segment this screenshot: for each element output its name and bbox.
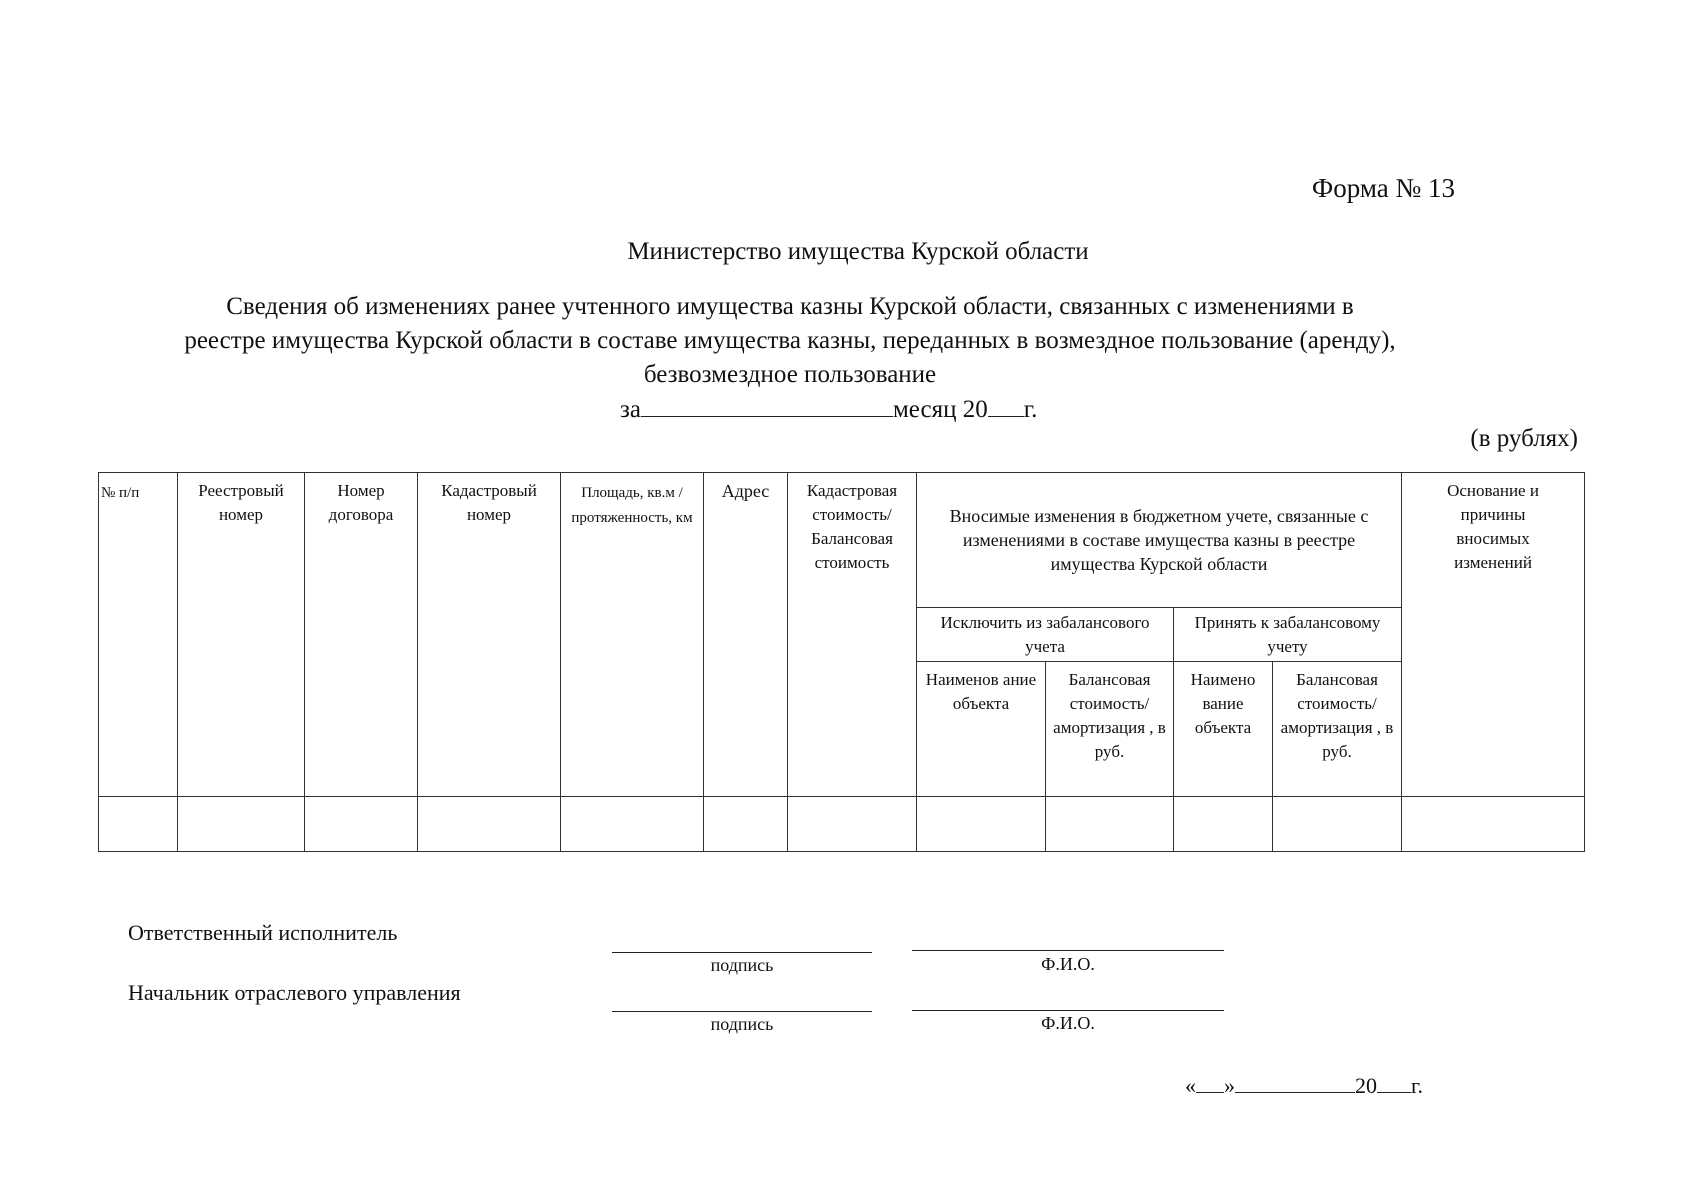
period-prefix: за (620, 396, 641, 423)
name-line[interactable] (912, 950, 1224, 951)
responsible-executor-label: Ответственный исполнитель (128, 920, 398, 945)
title-line-3: безвозмездное пользование (643, 361, 937, 388)
table-cell[interactable] (418, 797, 561, 852)
header-registry: Реестровый номер (178, 473, 305, 797)
header-num: № п/п (99, 473, 178, 797)
signature-line[interactable] (612, 952, 872, 953)
header-reason: Основание и причины вносимых изменений (1402, 473, 1585, 797)
ministry-name: Министерство имущества Курской области (627, 238, 1089, 265)
table-cell[interactable] (561, 797, 704, 852)
date-close-quote: » (1223, 1073, 1235, 1098)
header-contract: Номер договора (305, 473, 418, 797)
name-line[interactable] (912, 1010, 1224, 1011)
signature-caption: подпись (710, 955, 774, 975)
changes-table (98, 472, 1585, 852)
currency-units: (в рублях) (1470, 425, 1578, 452)
name-caption: Ф.И.О. (1041, 1013, 1095, 1033)
month-blank[interactable] (1235, 1072, 1355, 1093)
signing-date (1185, 1072, 1423, 1099)
header-address: Адрес (704, 473, 788, 797)
header-exclude: Исключить из забалансового учета (917, 608, 1174, 662)
title-line-1: Сведения об изменениях ранее учтенного имущества казны Курской области, связанных с изменениями в (226, 293, 1354, 320)
signature-caption: подпись (710, 1014, 774, 1034)
day-blank[interactable] (1196, 1072, 1224, 1093)
table-row (99, 797, 1585, 852)
table-cell[interactable] (1046, 797, 1174, 852)
header-accept: Принять к забалансовому учету (1174, 608, 1402, 662)
signature-line[interactable] (612, 1011, 872, 1012)
table-cell[interactable] (178, 797, 305, 852)
table-cell[interactable] (788, 797, 917, 852)
document-title (140, 290, 1440, 392)
date-year-prefix: 20 (1354, 1073, 1377, 1098)
table-cell[interactable] (704, 797, 788, 852)
table-cell[interactable] (1402, 797, 1585, 852)
header-value: Кадастровая стоимость/ Балансовая стоимость (788, 473, 917, 797)
reporting-period (620, 394, 1037, 424)
header-cadastral: Кадастровый номер (418, 473, 561, 797)
header-accept-name: Наимено вание объекта (1174, 662, 1273, 797)
header-exclude-value: Балансовая стоимость/ амортизация , в руб. (1046, 662, 1174, 797)
header-exclude-name: Наименов ание объекта (917, 662, 1046, 797)
name-caption: Ф.И.О. (1041, 954, 1095, 974)
header-accept-value: Балансовая стоимость/ амортизация , в руб. (1273, 662, 1402, 797)
date-open-quote: « (1184, 1073, 1196, 1098)
table-cell[interactable] (305, 797, 418, 852)
table-cell[interactable] (99, 797, 178, 852)
month-blank (641, 394, 893, 417)
year-blank (988, 394, 1024, 417)
table-cell[interactable] (1174, 797, 1273, 852)
table-cell[interactable] (1273, 797, 1402, 852)
period-suffix: г. (1023, 396, 1038, 423)
table-cell[interactable] (917, 797, 1046, 852)
date-suffix: г. (1410, 1073, 1423, 1098)
header-changes: Вносимые изменения в бюджетном учете, связанные с изменениями в составе имущества казны в реестре имущества Курской области (917, 473, 1402, 608)
form-number: Форма № 13 (1311, 173, 1455, 203)
title-line-2: реестре имущества Курской области в составе имущества казны, переданных в возмездное пользование (аренду), (184, 327, 1396, 354)
department-head-label: Начальник отраслевого управления (128, 980, 461, 1005)
header-area: Площадь, кв.м / протяженность, км (561, 473, 704, 797)
period-middle: месяц 20 (892, 396, 988, 423)
year-blank[interactable] (1377, 1072, 1411, 1093)
